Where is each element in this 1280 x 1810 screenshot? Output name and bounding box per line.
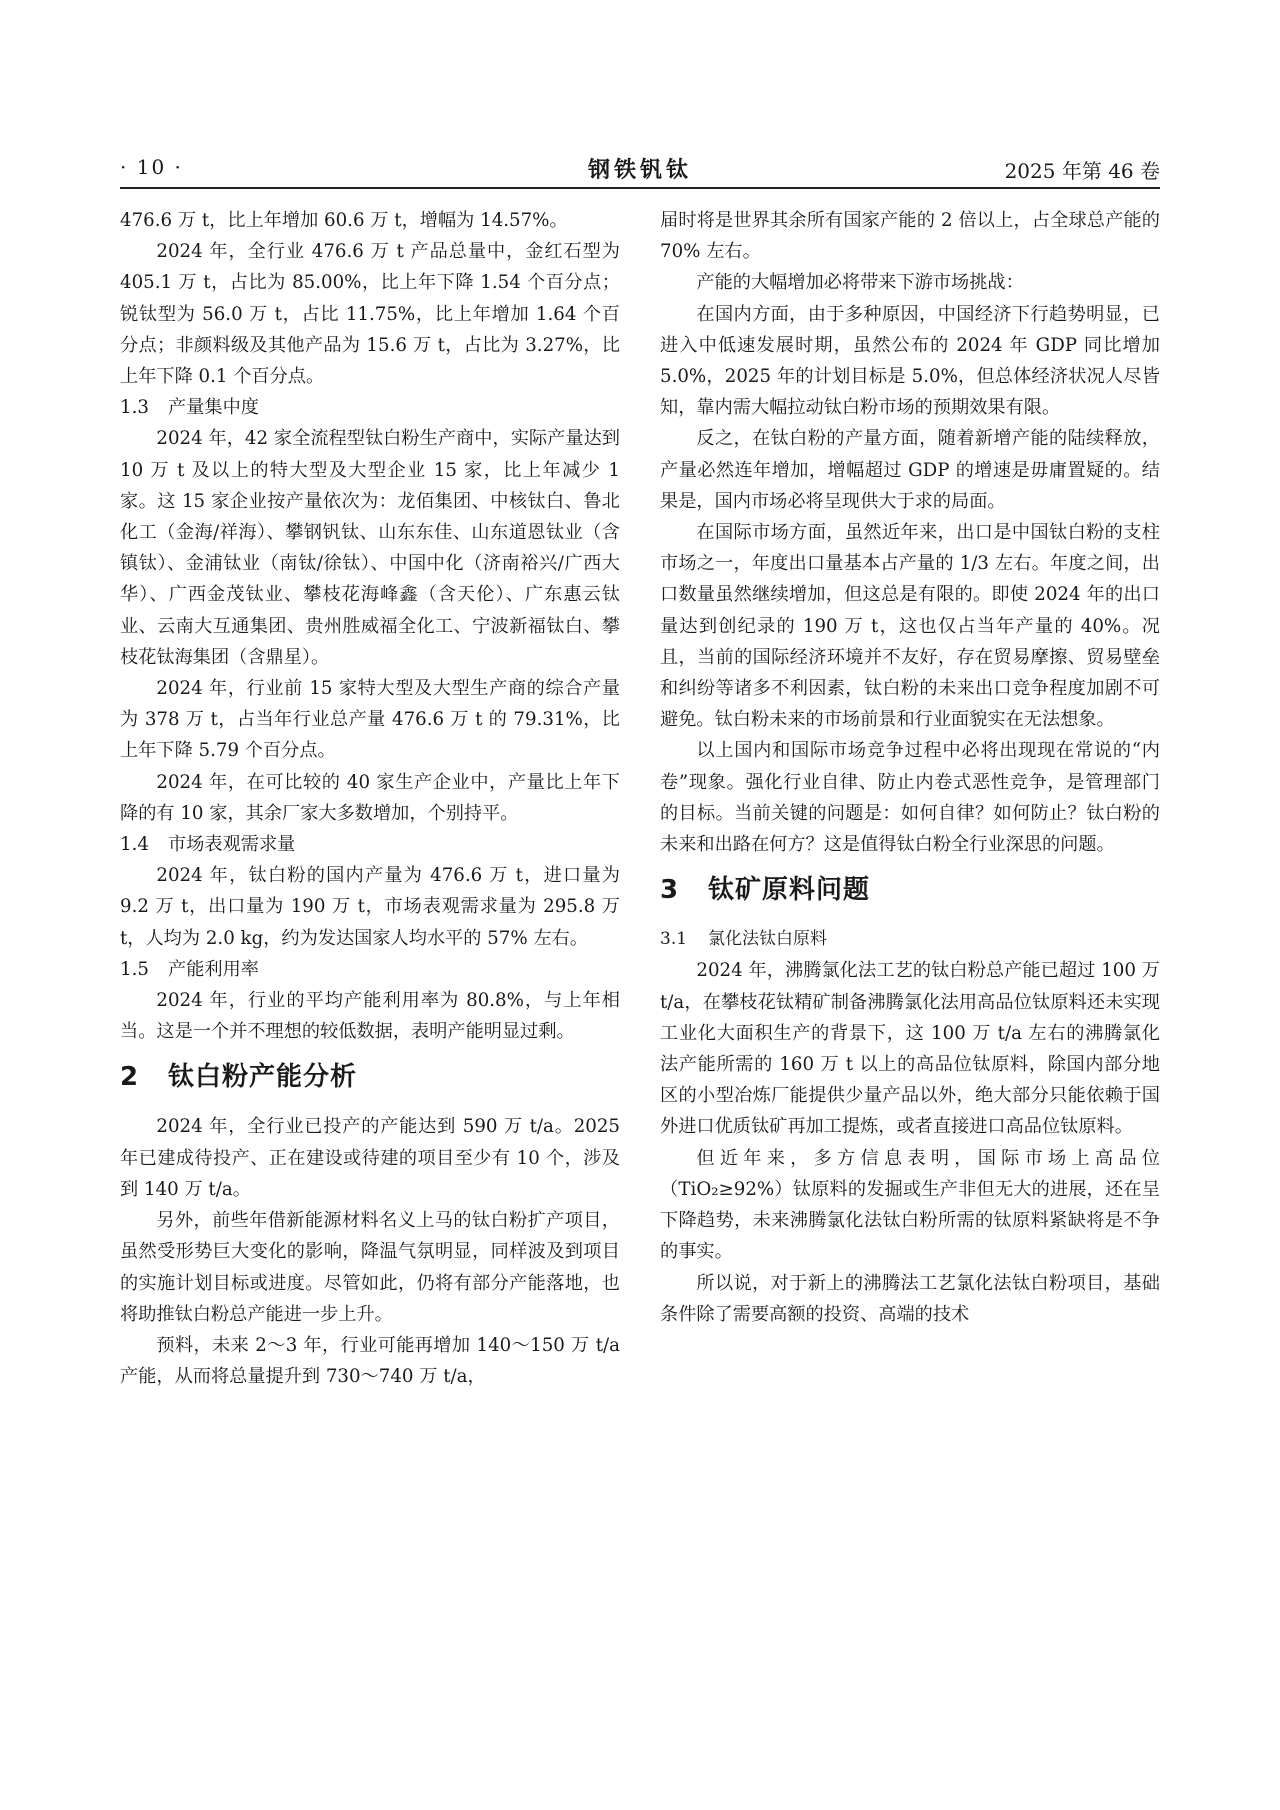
left-column	[120, 205, 620, 1392]
section-heading	[120, 1057, 620, 1097]
subsection-title: 氯化法钛白原料	[708, 929, 827, 950]
paragraph: 届时将是世界其余所有国家产能的 2 倍以上，占全球总产能的 70% 左右。	[660, 210, 1160, 263]
paragraph: 2024 年，42 家全流程型钛白粉生产商中，实际产量达到 10 万 t 及以上的特大型及大型企业 15 家，比上年减少 1 家。这 15 家企业按产量依次为：龙佰集团、中核钛白、鲁北化工（金海/祥海）、攀钢钒钛、山东东佳、山东道恩钛业（含镇钛）、金浦钛业（南钛/徐钛）、中国中化（济南裕兴/广西大华）、广西金茂钛业、攀枝花海峰鑫（含天伦）、广东惠云钛业、云南大互通集团、贵州胜威福全化工、宁波新福钛白、攀枝花钛海集团（含鼎星）。	[120, 428, 620, 668]
paragraph: 2024 年，行业的平均产能利用率为 80.8%，与上年相当。这是一个并不理想的较低数据，表明产能明显过剩。	[120, 990, 620, 1043]
paragraph: 以上国内和国际市场竞争过程中必将出现现在常说的“内卷”现象。强化行业自律、防止内卷式恶性竞争，是管理部门的目标。当前关键的问题是：如何自律？如何防止？钛白粉的未来和出路在何方？这是值得钛白粉全行业深思的问题。	[660, 740, 1160, 856]
subsection-number: 1.4	[120, 834, 149, 856]
subsection-title: 市场表观需求量	[168, 834, 296, 856]
paragraph: 反之，在钛白粉的产量方面，随着新增产能的陆续释放，产量必然连年增加，增幅超过 GDP 的增速是毋庸置疑的。结果是，国内市场必将呈现供大于求的局面。	[660, 428, 1160, 512]
subsection-heading	[660, 924, 1160, 955]
subsection-heading	[120, 954, 620, 985]
paragraph: 2024 年，沸腾氯化法工艺的钛白粉总产能已超过 100 万 t/a，在攀枝花钛精矿制备沸腾氯化法用高品位钛原料还未实现工业化大面积生产的背景下，这 100 万 t/a 左右的沸腾氯化法产能所需的 160 万 t 以上的高品位钛原料，除国内部分地区的小型冶炼厂能提供少量产品以外，绝大部分只能依赖于国外进口优质钛矿再加工提炼，或者直接进口高品位钛原料。	[660, 960, 1160, 1138]
right-column	[660, 205, 1160, 1330]
subsection-heading	[120, 392, 620, 423]
section-heading	[660, 870, 1160, 910]
journal-issue: 2025 年第 46 卷	[1004, 159, 1160, 183]
paragraph: 所以说，对于新上的沸腾法工艺氯化法钛白粉项目，基础条件除了需要高额的投资、高端的技术	[660, 1272, 1160, 1325]
section-number: 3	[660, 875, 680, 906]
page-number: · 10 ·	[120, 155, 183, 179]
subsection-heading	[120, 829, 620, 860]
subsection-number: 1.3	[120, 397, 149, 419]
subsection-number: 3.1	[660, 929, 688, 950]
section-title: 钛矿原料问题	[708, 875, 871, 906]
paragraph: 2024 年，在可比较的 40 家生产企业中，产量比上年下降的有 10 家，其余厂家大多数增加，个别持平。	[120, 771, 620, 824]
section-title: 钛白粉产能分析	[168, 1062, 358, 1093]
paragraph: 另外，前些年借新能源材料名义上马的钛白粉扩产项目，虽然受形势巨大变化的影响，降温气氛明显，同样波及到项目的实施计划目标或进度。尽管如此，仍将有部分产能落地，也将助推钛白粉总产能进一步上升。	[120, 1210, 620, 1325]
paragraph: 在国际市场方面，虽然近年来，出口是中国钛白粉的支柱市场之一，年度出口量基本占产量的 1/3 左右。年度之间，出口数量虽然继续增加，但这总是有限的。即使 2024 年的出口量达到创纪录的 190 万 t，这也仅占当年产量的 40%。况且，当前的国际经济环境并不友好，存在贸易摩擦、贸易壁垒和纠纷等诸多不利因素，钛白粉的未来出口竞争程度加剧不可避免。钛白粉未来的市场前景和行业面貌实在无法想象。	[660, 522, 1160, 731]
page-header	[120, 153, 1160, 189]
paragraph: 但近年来，多方信息表明，国际市场上高品位（TiO₂≥92%）钛原料的发掘或生产非但无大的进展，还在呈下降趋势，未来沸腾氯化法钛白粉所需的钛原料紧缺将是不争的事实。	[660, 1147, 1160, 1263]
paragraph: 2024 年，钛白粉的国内产量为 476.6 万 t，进口量为 9.2 万 t，出口量为 190 万 t，市场表观需求量为 295.8 万 t，人均为 2.0 kg，约为发达国家人均水平的 57% 左右。	[120, 865, 620, 949]
subsection-title: 产能利用率	[168, 958, 259, 980]
paragraph: 预料，未来 2～3 年，行业可能再增加 140～150 万 t/a 产能，从而将总量提升到 730～740 万 t/a，	[120, 1334, 620, 1388]
section-number: 2	[120, 1062, 140, 1093]
paragraph: 476.6 万 t，比上年增加 60.6 万 t，增幅为 14.57%。	[120, 210, 568, 231]
subsection-number: 1.5	[120, 958, 149, 980]
paragraph: 2024 年，全行业 476.6 万 t 产品总量中，金红石型为 405.1 万 t，占比为 85.00%，比上年下降 1.54 个百分点；锐钛型为 56.0 万 t，占比 11.75%，比上年增加 1.64 个百分点；非颜料级及其他产品为 15.6 万 t，占比为 3.27%，比上年下降 0.1 个百分点。	[120, 241, 620, 388]
paragraph: 在国内方面，由于多种原因，中国经济下行趋势明显，已进入中低速发展时期，虽然公布的 2024 年 GDP 同比增加 5.0%，2025 年的计划目标是 5.0%，但总体经济状况人尽皆知，靠内需大幅拉动钛白粉市场的预期效果有限。	[660, 303, 1160, 419]
subsection-title: 产量集中度	[168, 397, 259, 419]
paragraph: 2024 年，全行业已投产的产能达到 590 万 t/a。2025 年已建成待投产、正在建设或待建的项目至少有 10 个，涉及到 140 万 t/a。	[120, 1116, 620, 1200]
paragraph: 产能的大幅增加必将带来下游市场挑战：	[696, 272, 1024, 294]
journal-name: 钢铁钒钛	[587, 158, 692, 183]
paragraph: 2024 年，行业前 15 家特大型及大型生产商的综合产量为 378 万 t，占当年行业总产量 476.6 万 t 的 79.31%，比上年下降 5.79 个百分点。	[120, 678, 620, 762]
